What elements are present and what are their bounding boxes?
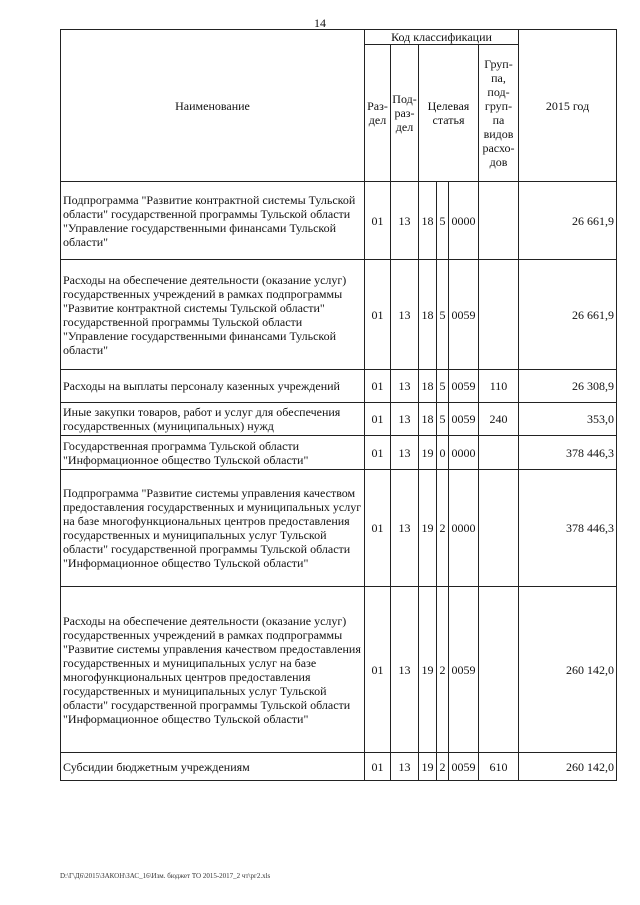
row-cs-program: 18	[419, 260, 437, 370]
row-cs-subprogram: 5	[437, 403, 449, 436]
row-sum: 26 308,9	[519, 370, 617, 403]
table-row	[61, 587, 617, 753]
row-cs-direction: 0059	[449, 587, 479, 753]
table-row	[61, 182, 617, 260]
row-cs-subprogram: 0	[437, 436, 449, 470]
table-row	[61, 470, 617, 587]
row-podrazdel: 13	[391, 753, 419, 781]
row-cs-direction: 0059	[449, 260, 479, 370]
row-name: Иные закупки товаров, работ и услуг для обеспечения государственных (муниципальных) нужд	[61, 403, 365, 436]
row-name: Подпрограмма "Развитие системы управления качеством предоставления государственных и муниципальных услуг на базе многофункциональных центров предоставления государственных и муниципальных услуг Тульской области" государственной программы Тульской области "Информационное общество Тульской области"	[61, 470, 365, 587]
row-cs-program: 18	[419, 403, 437, 436]
row-vid-rashodov: 240	[479, 403, 519, 436]
row-cs-subprogram: 5	[437, 182, 449, 260]
row-cs-subprogram: 2	[437, 587, 449, 753]
row-podrazdel: 13	[391, 436, 419, 470]
row-sum: 378 446,3	[519, 436, 617, 470]
page-number: 14	[314, 16, 326, 30]
row-vid-rashodov	[479, 470, 519, 587]
row-cs-direction: 0059	[449, 753, 479, 781]
row-cs-direction: 0000	[449, 436, 479, 470]
row-razdel: 01	[365, 436, 391, 470]
row-podrazdel: 13	[391, 403, 419, 436]
row-name: Подпрограмма "Развитие контрактной системы Тульской области" государственной программы Тульской области "Управление государственными финансами Тульской области"	[61, 182, 365, 260]
row-sum: 26 661,9	[519, 260, 617, 370]
header-year: 2015 год	[519, 30, 617, 182]
header-name: Наименование	[61, 30, 365, 182]
row-sum: 26 661,9	[519, 182, 617, 260]
row-vid-rashodov	[479, 182, 519, 260]
row-sum: 260 142,0	[519, 587, 617, 753]
row-cs-program: 18	[419, 182, 437, 260]
row-name: Субсидии бюджетным учреждениям	[61, 753, 365, 781]
row-razdel: 01	[365, 403, 391, 436]
row-cs-subprogram: 5	[437, 370, 449, 403]
row-cs-program: 19	[419, 470, 437, 587]
row-name: Расходы на обеспечение деятельности (оказание услуг) государственных учреждений в рамках подпрограммы "Развитие контрактной системы Тульской области" государственной программы Тульской области "Управление государственными финансами Тульской области"	[61, 260, 365, 370]
row-razdel: 01	[365, 260, 391, 370]
row-podrazdel: 13	[391, 587, 419, 753]
row-name: Расходы на выплаты персоналу казенных учреждений	[61, 370, 365, 403]
row-cs-subprogram: 2	[437, 753, 449, 781]
header-classification: Код классификации	[365, 30, 519, 45]
row-cs-subprogram: 5	[437, 260, 449, 370]
row-razdel: 01	[365, 587, 391, 753]
header-celevaya-statya: Целевая статья	[419, 45, 479, 182]
row-sum: 353,0	[519, 403, 617, 436]
row-podrazdel: 13	[391, 470, 419, 587]
row-cs-direction: 0000	[449, 182, 479, 260]
table-row	[61, 370, 617, 403]
table-row	[61, 753, 617, 781]
row-cs-program: 18	[419, 370, 437, 403]
budget-table	[60, 29, 617, 781]
table-row	[61, 436, 617, 470]
row-name: Государственная программа Тульской области "Информационное общество Тульской области"	[61, 436, 365, 470]
row-cs-program: 19	[419, 587, 437, 753]
row-podrazdel: 13	[391, 182, 419, 260]
row-razdel: 01	[365, 370, 391, 403]
row-vid-rashodov: 110	[479, 370, 519, 403]
header-gruppa-vidov-rashodov: Груп- па, под- груп- па видов расхо- дов	[479, 45, 519, 182]
row-name: Расходы на обеспечение деятельности (оказание услуг) государственных учреждений в рамках подпрограммы "Развитие системы управления качеством предоставления государственных и муниципальных услуг на базе многофункциональных центров предоставления государственных и муниципальных услуг Тульской области" государственной программы Тульской области "Информационное общество Тульской области"	[61, 587, 365, 753]
file-path-footer: D:\Г\Д6\2015\ЗАКОН\ЗАС_16\Изм. бюджет ТО 2015-2017_2 чт\рг2.xls	[60, 872, 271, 880]
header-razdel: Раз- дел	[365, 45, 391, 182]
row-sum: 260 142,0	[519, 753, 617, 781]
row-sum: 378 446,3	[519, 470, 617, 587]
row-cs-direction: 0059	[449, 403, 479, 436]
table-row	[61, 260, 617, 370]
row-razdel: 01	[365, 753, 391, 781]
row-cs-program: 19	[419, 436, 437, 470]
row-vid-rashodov	[479, 587, 519, 753]
row-vid-rashodov	[479, 436, 519, 470]
row-cs-direction: 0059	[449, 370, 479, 403]
row-razdel: 01	[365, 470, 391, 587]
header-podrazdel: Под- раз- дел	[391, 45, 419, 182]
row-podrazdel: 13	[391, 370, 419, 403]
table-row	[61, 403, 617, 436]
row-razdel: 01	[365, 182, 391, 260]
row-vid-rashodov: 610	[479, 753, 519, 781]
row-cs-subprogram: 2	[437, 470, 449, 587]
row-cs-direction: 0000	[449, 470, 479, 587]
row-podrazdel: 13	[391, 260, 419, 370]
row-vid-rashodov	[479, 260, 519, 370]
row-cs-program: 19	[419, 753, 437, 781]
